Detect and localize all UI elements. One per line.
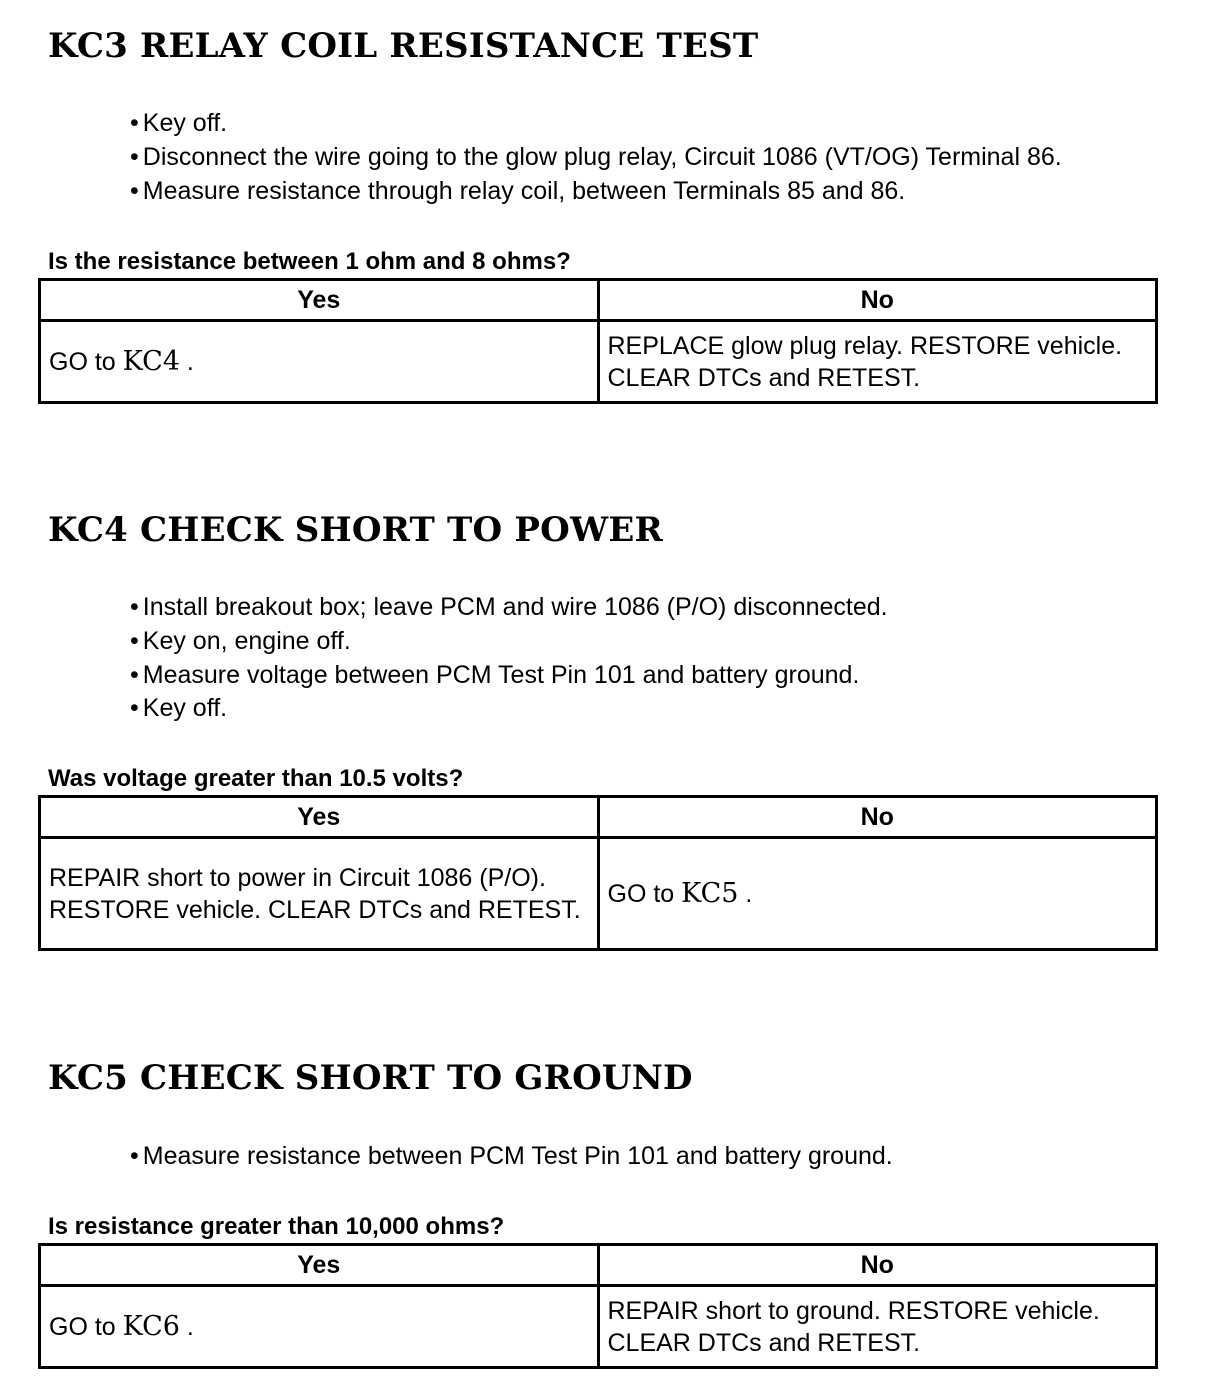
step-item: • Measure voltage between PCM Test Pin 101 and battery ground. xyxy=(130,659,888,693)
no-cell: REPAIR short to ground. RESTORE vehicle. CLEAR DTCs and RETEST. xyxy=(598,1286,1157,1368)
go-to-kc4-link[interactable]: KC4 xyxy=(122,345,180,377)
yes-cell: REPAIR short to power in Circuit 1086 (P/O). RESTORE vehicle. CLEAR DTCs and RETEST. xyxy=(40,838,599,950)
yes-header: Yes xyxy=(40,280,599,321)
step-item: • Install breakout box; leave PCM and wire 1086 (P/O) disconnected. xyxy=(130,591,888,625)
question-kc4: Was voltage greater than 10.5 volts? xyxy=(48,765,464,792)
table-header-row xyxy=(40,797,1157,838)
go-to-suffix: . xyxy=(179,1312,194,1341)
step-list-kc5 xyxy=(130,1140,893,1174)
no-cell xyxy=(598,838,1157,950)
step-list-kc4 xyxy=(130,591,888,726)
section-title-kc4: KC4 CHECK SHORT TO POWER xyxy=(48,510,663,550)
go-to-kc5-link[interactable]: KC5 xyxy=(681,877,739,909)
yes-cell xyxy=(40,321,599,403)
go-to-suffix: . xyxy=(179,347,194,376)
yes-cell xyxy=(40,1286,599,1368)
table-row xyxy=(40,321,1157,403)
go-to-suffix: . xyxy=(738,879,753,908)
decision-table-kc4 xyxy=(38,795,1158,951)
no-cell: REPLACE glow plug relay. RESTORE vehicle. CLEAR DTCs and RETEST. xyxy=(598,321,1157,403)
go-to-kc6-link[interactable]: KC6 xyxy=(122,1310,180,1342)
step-item: • Key off. xyxy=(130,107,1062,141)
table-header-row xyxy=(40,280,1157,321)
no-header: No xyxy=(598,797,1157,838)
decision-table-kc5 xyxy=(38,1243,1158,1369)
no-header: No xyxy=(598,1245,1157,1286)
table-row xyxy=(40,1286,1157,1368)
step-item: • Key off. xyxy=(130,692,888,726)
table-row xyxy=(40,838,1157,950)
step-item: • Measure resistance through relay coil, between Terminals 85 and 86. xyxy=(130,175,1062,209)
step-list-kc3 xyxy=(130,107,1062,208)
go-to-text: GO to xyxy=(607,879,682,908)
go-to-text: GO to xyxy=(49,1312,123,1341)
go-to-text: GO to xyxy=(49,347,123,376)
table-header-row xyxy=(40,1245,1157,1286)
yes-header: Yes xyxy=(40,1245,599,1286)
question-kc3: Is the resistance between 1 ohm and 8 ohms? xyxy=(48,248,571,275)
decision-table-kc3 xyxy=(38,278,1158,404)
step-item: • Disconnect the wire going to the glow plug relay, Circuit 1086 (VT/OG) Terminal 86. xyxy=(130,141,1062,175)
step-item: • Key on, engine off. xyxy=(130,625,888,659)
section-title-kc3: KC3 RELAY COIL RESISTANCE TEST xyxy=(48,26,759,66)
section-title-kc5: KC5 CHECK SHORT TO GROUND xyxy=(48,1058,693,1098)
yes-header: Yes xyxy=(40,797,599,838)
no-header: No xyxy=(598,280,1157,321)
step-item: • Measure resistance between PCM Test Pin 101 and battery ground. xyxy=(130,1140,893,1174)
question-kc5: Is resistance greater than 10,000 ohms? xyxy=(48,1213,505,1240)
